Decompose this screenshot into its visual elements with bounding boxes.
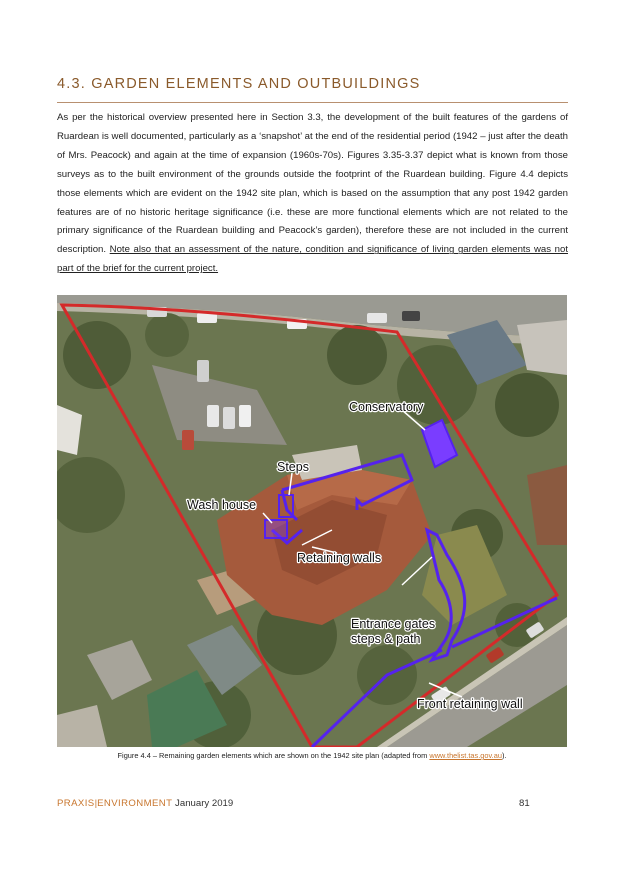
footer-brand-praxis: PRAXIS: [57, 798, 95, 809]
caption-text: Figure 4.4 – Remaining garden elements which are shown on the 1942 site plan (adapted from: [117, 751, 430, 760]
paragraph-text: As per the historical overview presented here in Section 3.3, the development of the built features of the gardens of Ruardean is well documented, particularly as a ‘snapshot’ at the end of the residential period (1942 – just after the death of Mrs. Peacock) and again at the time of expansion (1960s-70s). Figures 3.35-3.37 depict what is known from those surveys as to the built environment of the grounds outside the footprint of the Ruardean building. Figure 4.4 depicts those elements which are evident on the 1942 site plan, which is based on the assumption that any post 1942 garden features are of no historic heritage significance (i.e. these are more functional elements which are not related to the primary significance of the Ruardean building and Peacock’s garden), therefore these are not included in the current description.: [57, 112, 568, 256]
label-wash-house: Wash house: [187, 498, 257, 512]
label-conservatory: Conservatory: [349, 400, 424, 414]
footer-date: January 2019: [172, 798, 234, 809]
label-entrance-line1: Entrance gates: [351, 617, 436, 631]
body-paragraph: [57, 109, 568, 279]
wash-house-outline: [265, 520, 287, 538]
heading-divider: [57, 102, 568, 103]
label-retaining-walls: Retaining walls: [297, 551, 382, 565]
page-footer: [57, 798, 233, 809]
aerial-site-plan-figure: [57, 295, 567, 747]
caption-link[interactable]: www.thelist.tas.gov.au: [429, 751, 502, 760]
label-front-retaining-wall: Front retaining wall: [417, 697, 523, 711]
label-entrance-line2: steps & path: [351, 632, 421, 646]
paragraph-underlined-note: Note also that an assessment of the nature, condition and significance of living garden elements was not part of the brief for the current project.: [57, 244, 568, 275]
figure-caption: [57, 751, 567, 760]
section-heading: 4.3. GARDEN ELEMENTS AND OUTBUILDINGS: [57, 76, 421, 92]
caption-end: ).: [501, 751, 507, 760]
footer-brand-separator: |: [94, 798, 98, 809]
page-number: 81: [519, 798, 530, 809]
aerial-photo: [57, 295, 567, 747]
label-steps: Steps: [277, 460, 309, 474]
footer-brand-environment: ENVIRONMENT: [97, 798, 173, 809]
